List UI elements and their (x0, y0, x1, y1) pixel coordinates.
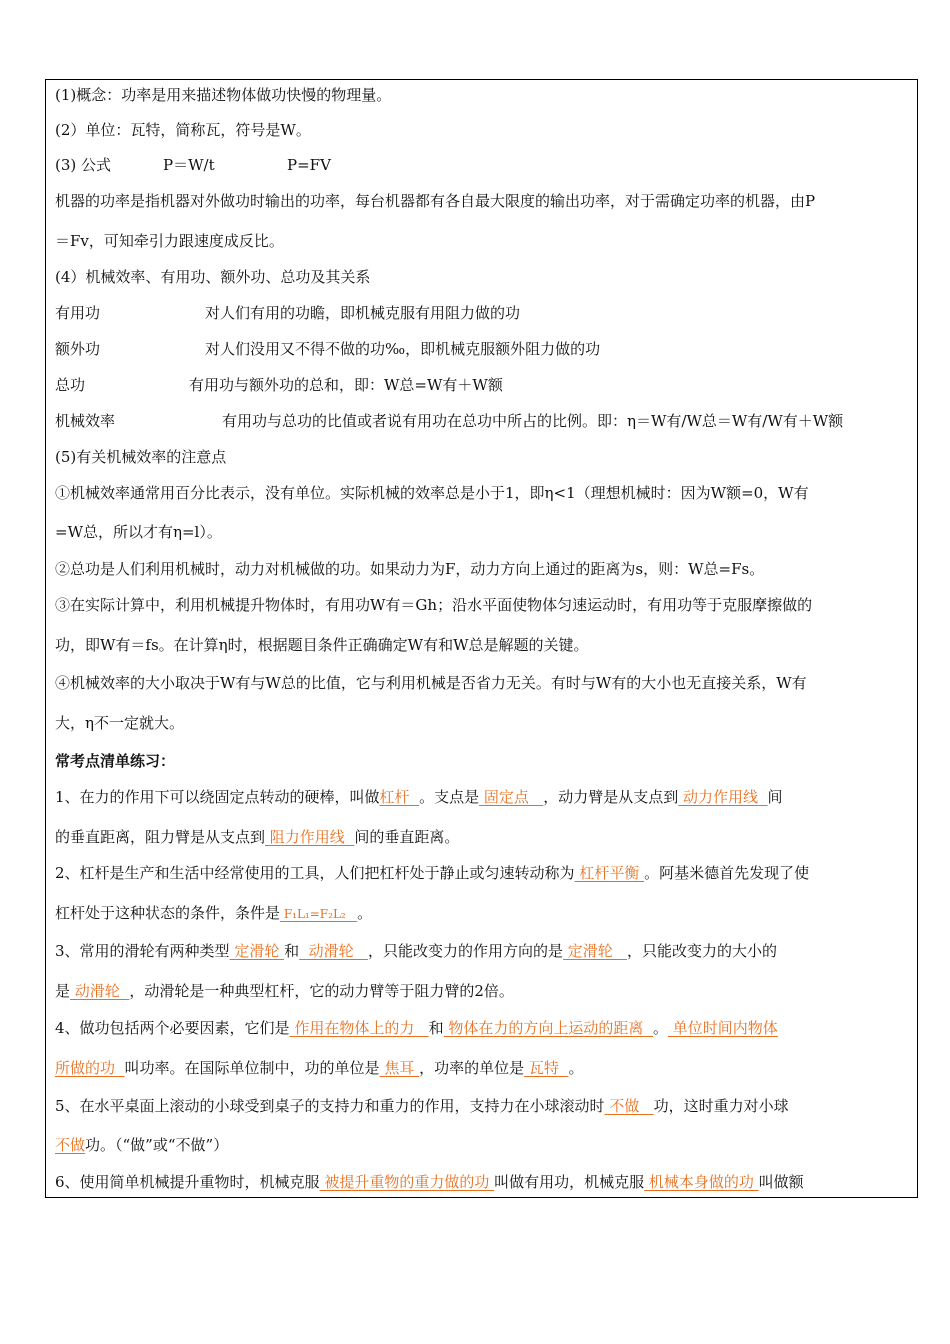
q4-line-2: 所做的功 叫功率。在国际单位制中，功的单位是 焦耳 ，功率的单位是 瓦特 。 (55, 1059, 584, 1077)
power-paragraph-1: 机器的功率是指机器对外做功时输出的功率，每台机器都有各自最大限度的输出功率，对于需确定功率的机器，由P (55, 192, 816, 210)
practice-heading: 常考点清单练习： (55, 752, 176, 770)
q5-line-1: 5、在水平桌面上滚动的小球受到桌子的支持力和重力的作用，支持力在小球滚动时 不做 功，这时重力对小球 (55, 1097, 789, 1115)
answer-blank: 动滑轮 (299, 942, 368, 960)
note-4-line-2: 大，η不一定就大。 (55, 714, 184, 732)
concept-line: (1)概念：功率是用来描述物体做功快慢的物理量。 (55, 86, 392, 104)
formula-line: (3) 公式 P＝W/t P=FV (55, 156, 331, 174)
notes-heading: (5)有关机械效率的注意点 (55, 448, 227, 466)
answer-blank: 阻力作用线 (265, 828, 355, 846)
q1-line-2: 的垂直距离，阻力臂是从支点到 阻力作用线 间的垂直距离。 (55, 828, 460, 846)
answer-blank: 物体在力的方向上运动的距离 (443, 1019, 653, 1037)
answer-blank: 杠杆平衡 (574, 864, 645, 882)
answer-blank: 作用在物体上的力 (289, 1019, 429, 1037)
answer-blank: 瓦特 (524, 1059, 569, 1077)
note-2: ②总功是人们利用机械时，动力对机械做的功。如果动力为F，动力方向上通过的距离为s，则：W总=Fs。 (55, 560, 765, 578)
answer-blank: 单位时间内物体 (667, 1019, 778, 1037)
answer-blank: 固定点 (479, 788, 544, 806)
q1-line-1: 1、在力的作用下可以绕固定点转动的硬棒，叫做杠杆 。支点是 固定点 ，动力臂是从支点到 动力作用线 间 (55, 788, 783, 806)
answer-blank: 所做的功 (55, 1059, 125, 1077)
q6-line-1: 6、使用简单机械提升重物时，机械克服 被提升重物的重力做的功 叫做有用功，机械克服 机械本身做的功 叫做额 (55, 1173, 804, 1191)
answer-blank: 被提升重物的重力做的功 (319, 1173, 495, 1191)
note-3-line-2: 功，即W有＝fs。在计算η时，根据题目条件正确确定W有和W总是解题的关键。 (55, 636, 589, 654)
q2-line-1: 2、杠杆是生产和生活中经常使用的工具，人们把杠杆处于静止或匀速转动称为 杠杆平衡 。阿基米德首先发现了使 (55, 864, 810, 882)
power-paragraph-2: ＝Fv，可知牵引力跟速度成反比。 (55, 232, 284, 250)
answer-blank: 焦耳 (379, 1059, 420, 1077)
answer-blank: 定滑轮 (562, 942, 628, 960)
answer-blank: 定滑轮 (229, 942, 285, 960)
useful-work-row: 有用功 对人们有用的功瞻，即机械克服有用阻力做的功 (55, 304, 521, 322)
answer-blank: F₁L₁=F₂L₂ (280, 907, 358, 921)
note-1-line-2: =W总，所以才有η=l）。 (55, 523, 222, 541)
total-work-row: 总功 有用功与额外功的总和，即：W总=W有＋W额 (55, 376, 503, 394)
efficiency-row: 机械效率 有用功与总功的比值或者说有用功在总功中所占的比例。即：η＝W有/W总＝W有/W有＋W额 (55, 412, 844, 430)
q3-line-1: 3、常用的滑轮有两种类型 定滑轮 和 动滑轮 ，只能改变力的作用方向的是 定滑轮 ，只能改变力的大小的 (55, 942, 778, 960)
unit-line: (2）单位：瓦特，简称瓦，符号是W。 (55, 121, 311, 139)
note-4-line-1: ④机械效率的大小取决于W有与W总的比值，它与利用机械是否省力无关。有时与W有的大小也无直接关系，W有 (55, 674, 807, 692)
note-3-line-1: ③在实际计算中，利用机械提升物体时，有用功W有＝Gh；沿水平面使物体匀速运动时，有用功等于克服摩擦做的 (55, 596, 813, 614)
answer-blank: 机械本身做的功 (644, 1173, 759, 1191)
answer-blank: 杠杆 (379, 788, 420, 806)
answer-blank: 动滑轮 (70, 982, 130, 1000)
note-1-line-1: ①机械效率通常用百分比表示，没有单位。实际机械的效率总是小于1，即η<1（理想机械时：因为W额=0，W有 (55, 484, 809, 502)
q3-line-2: 是 动滑轮 ，动滑轮是一种典型杠杆，它的动力臂等于阻力臂的2倍。 (55, 982, 514, 1000)
answer-blank: 不做 (604, 1097, 654, 1115)
efficiency-heading: (4）机械效率、有用功、额外功、总功及其关系 (55, 268, 371, 286)
q4-line-1: 4、做功包括两个必要因素，它们是 作用在物体上的力 和 物体在力的方向上运动的距离 。 单位时间内物体 (55, 1019, 778, 1037)
extra-work-row: 额外功 对人们没用又不得不做的功‰，即机械克服额外阻力做的功 (55, 340, 601, 358)
q5-line-2: 不做功。（“做”或“不做”） (55, 1136, 229, 1154)
q2-line-2: 杠杆处于这种状态的条件，条件是 F₁L₁=F₂L₂ 。 (55, 904, 373, 922)
answer-blank: 动力作用线 (678, 788, 768, 806)
answer-blank: 不做 (55, 1136, 86, 1154)
